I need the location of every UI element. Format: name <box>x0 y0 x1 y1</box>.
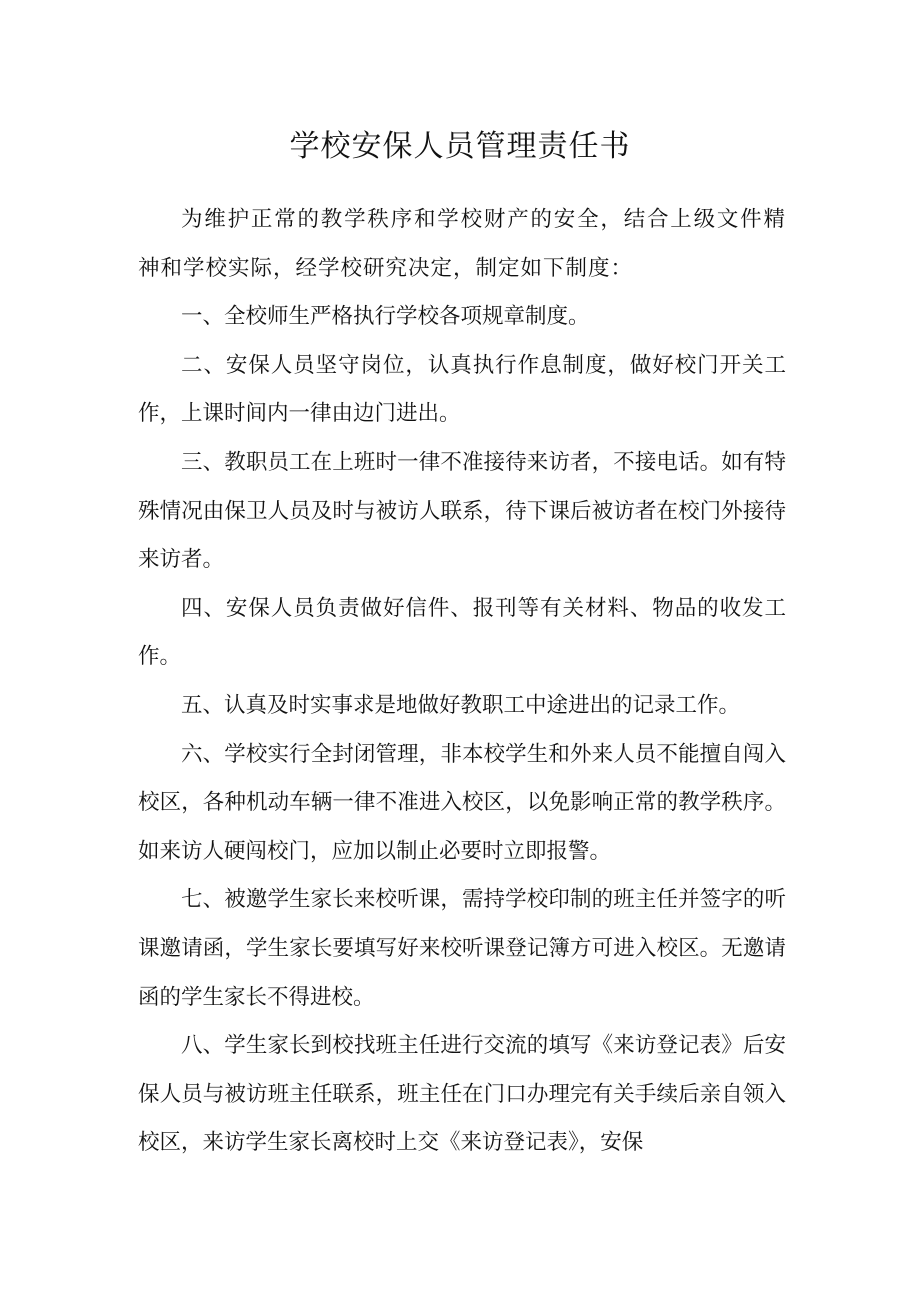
intro-paragraph: 为维护正常的教学秩序和学校财产的安全，结合上级文件精神和学校实际，经学校研究决定，制定如下制度： <box>138 207 786 281</box>
clause-4-paragraph: 四、安保人员负责做好信件、报刊等有关材料、物品的收发工作。 <box>138 595 786 670</box>
clause-2-paragraph: 二、安保人员坚守岗位，认真执行作息制度，做好校门开关工作，上课时间内一律由边门进出。 <box>138 352 786 427</box>
clause-8-paragraph: 八、学生家长到校找班主任进行交流的填写《来访登记表》后安保人员与被访班主任联系，班主任在门口办理完有关手续后亲自领入校区，来访学生家长离校时上交《来访登记表》，安保 <box>138 1033 786 1156</box>
document-body <box>138 196 786 1168</box>
clause-3-paragraph: 三、教职员工在上班时一律不准接待来访者，不接电话。如有特殊情况由保卫人员及时与被访人联系，待下课后被访者在校门外接待来访者。 <box>138 449 786 573</box>
clause-7-paragraph: 七、被邀学生家长来校听课，需持学校印制的班主任并签字的听课邀请函，学生家长要填写好来校听课登记簿方可进入校区。无邀请函的学生家长不得进校。 <box>138 887 786 1010</box>
clause-5-paragraph: 五、认真及时实事求是地做好教职工中途进出的记录工作。 <box>181 692 741 718</box>
clause-6-paragraph: 六、学校实行全封闭管理，非本校学生和外来人员不能擅自闯入校区，各种机动车辆一律不准进入校区，以免影响正常的教学秩序。如来访人硬闯校门，应加以制止必要时立即报警。 <box>138 741 786 864</box>
clause-1-paragraph: 一、全校师生严格执行学校各项规章制度。 <box>181 304 590 330</box>
document-title: 学校安保人员管理责任书 <box>289 129 631 164</box>
